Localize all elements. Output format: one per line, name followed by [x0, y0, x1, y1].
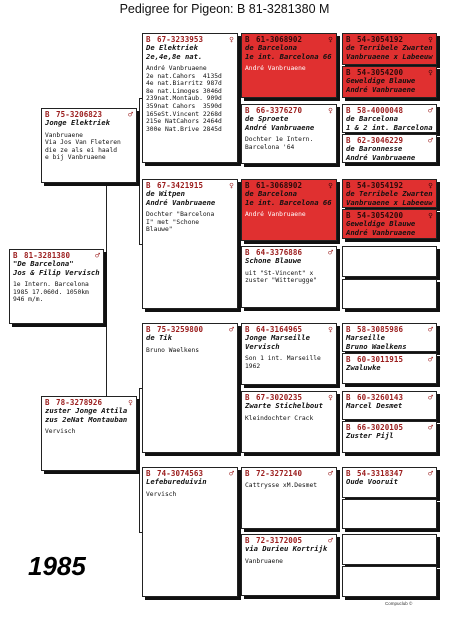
country-code: B	[146, 181, 151, 190]
gen5-ancestor-card	[342, 499, 437, 529]
country-code: B	[346, 325, 351, 334]
pigeon-name: de Terribele Zwarten Vanbruaene x Labeeuw	[346, 43, 433, 61]
dam-card	[41, 396, 137, 471]
country-code: B	[346, 393, 351, 402]
subject-pigeon-card	[9, 249, 104, 324]
country-code: B	[245, 393, 250, 402]
country-code: B	[245, 536, 250, 545]
gen5-ancestor-card	[342, 246, 437, 277]
sex-icon: ♀	[328, 325, 333, 334]
ring-number: 75-3259800	[157, 325, 204, 334]
ring-number: 64-3164965	[256, 325, 303, 334]
country-code: B	[346, 469, 351, 478]
pigeon-name: de Witpen André Vanbruaene	[146, 189, 216, 207]
connector-line	[139, 98, 140, 245]
pigeon-name: Zwaluwke	[346, 363, 381, 372]
pigeon-name: Oude Vooruit	[346, 477, 398, 486]
country-code: B	[245, 106, 250, 115]
sex-icon: ♀	[428, 181, 433, 190]
pigeon-name: de Sproete André Vanbruaene	[245, 114, 315, 132]
sex-icon: ♀	[328, 35, 333, 44]
gen5-ancestor-card	[342, 353, 437, 384]
connector-line	[139, 388, 140, 533]
country-code: B	[346, 211, 351, 220]
grandparent-card	[142, 323, 238, 453]
pigeon-info: 1e Intern. Barcelona 1985 17.060d. 1050km 946 m/m.	[13, 281, 89, 304]
country-code: B	[45, 398, 50, 407]
country-code: B	[346, 355, 351, 364]
ring-number: 54-3054200	[357, 68, 404, 77]
country-code: B	[45, 110, 50, 119]
ring-number: 58-3085986	[357, 325, 404, 334]
pigeon-name: De Elektriek 2e,4e,8e nat.	[146, 43, 203, 61]
ring-number: 54-3054200	[357, 211, 404, 220]
pigeon-info: André Vanbruaene	[245, 65, 306, 72]
sex-icon: ♂	[428, 136, 433, 145]
gen5-ancestor-card	[342, 421, 437, 453]
country-code: B	[146, 325, 151, 334]
gen5-ancestor-card	[342, 209, 437, 239]
ring-number: 60-3011915	[357, 355, 404, 364]
country-code: B	[346, 68, 351, 77]
sex-icon: ♀	[328, 393, 333, 402]
ring-number: 62-3046229	[357, 136, 404, 145]
sex-icon: ♂	[95, 251, 100, 260]
great-grandparent-card	[241, 323, 337, 385]
great-grandparent-card	[241, 534, 337, 596]
great-grandparent-card	[241, 179, 337, 241]
sex-icon: ♂	[328, 469, 333, 478]
sex-icon: ♀	[229, 35, 234, 44]
country-code: B	[146, 469, 151, 478]
pigeon-name: Jonge Marseille Vervisch	[245, 333, 310, 351]
grandparent-card	[142, 467, 238, 597]
pigeon-info: Dochter "Barcelona I" met "Schone Blauwe"	[146, 211, 215, 234]
ring-number: 74-3074563	[157, 469, 204, 478]
country-code: B	[13, 251, 18, 260]
country-code: B	[245, 469, 250, 478]
gen5-ancestor-card	[342, 566, 437, 597]
sex-icon: ♀	[128, 398, 133, 407]
country-code: B	[245, 248, 250, 257]
year-label: 1985	[28, 551, 86, 581]
sex-icon: ♂	[428, 355, 433, 364]
great-grandparent-card	[241, 391, 337, 453]
pigeon-name: Schone Blauwe	[245, 256, 302, 265]
sex-icon: ♀	[229, 181, 234, 190]
sex-icon: ♂	[128, 110, 133, 119]
pigeon-name: de Barcelona 1e int. Barcelona 66	[245, 43, 332, 61]
grandparent-card	[142, 33, 238, 163]
great-grandparent-card	[241, 33, 337, 98]
pigeon-name: Zwarte Stichelbout	[245, 401, 323, 410]
ring-number: 60-3260143	[357, 393, 404, 402]
great-grandparent-card	[241, 104, 337, 164]
country-code: B	[245, 181, 250, 190]
ring-number: 67-3421915	[157, 181, 204, 190]
pigeon-name: Marcel Desmet	[346, 401, 403, 410]
ring-number: 64-3376886	[256, 248, 303, 257]
page-title: Pedigree for Pigeon: B 81-3281380 M	[119, 2, 330, 16]
gen5-ancestor-card	[342, 179, 437, 208]
pigeon-name: "De Barcelona" Jos & Filip Vervisch	[13, 259, 100, 277]
sex-icon: ♂	[428, 325, 433, 334]
credit-label: Compuclub ©	[385, 601, 413, 606]
gen5-ancestor-card	[342, 134, 437, 163]
pigeon-info: uit "St-Vincent" x zuster "Witterugge"	[245, 269, 318, 285]
grandparent-card	[142, 179, 238, 309]
gen5-ancestor-card	[342, 467, 437, 498]
pigeon-info: André Vanbruaene 2e nat.Cahors 4135d 4e nat.Biarritz 987d 8e nat.Limoges 3046d 239nat.Montaub. 909d 359nat Cahors 3590d 165eSt.Vincent 2268d 215e NatCahors 2464d 300e Nat.Brive 2845d	[146, 65, 222, 133]
pigeon-info: Vanbruaene	[245, 557, 283, 565]
gen5-ancestor-card	[342, 323, 437, 352]
ring-number: 54-3054192	[357, 35, 404, 44]
ring-number: 66-3020105	[357, 423, 404, 432]
pigeon-name: Geweldige Blauwe André Vanbruaene	[346, 76, 416, 94]
pigeon-info: Vanbruaene Via Jos Van Fleteren die ze als ei haald e bij Vanbruaene	[45, 131, 121, 162]
sex-icon: ♂	[328, 536, 333, 545]
sex-icon: ♂	[328, 248, 333, 257]
sex-icon: ♂	[428, 423, 433, 432]
connector-line	[106, 146, 107, 435]
pigeon-name: Marseille Bruno Waelkens	[346, 333, 407, 351]
ring-number: 67-3020235	[256, 393, 303, 402]
gen5-ancestor-card	[342, 33, 437, 65]
sex-icon: ♂	[229, 325, 234, 334]
ring-number: 72-3172005	[256, 536, 303, 545]
ring-number: 54-3318347	[357, 469, 404, 478]
ring-number: 54-3054192	[357, 181, 404, 190]
pigeon-name: de Barcelona 1 & 2 int. Barcelona	[346, 114, 433, 132]
pigeon-info: Cattrysse xM.Desmet	[245, 482, 318, 489]
pigeon-name: zuster Jonge Attila zus 2eNat Montauban	[45, 406, 128, 424]
country-code: B	[146, 35, 151, 44]
sex-icon: ♂	[229, 469, 234, 478]
country-code: B	[346, 136, 351, 145]
pigeon-name: via Durieu Kortrijk	[245, 544, 328, 553]
pigeon-name: Geweldige Blauwe André Vanbruaene	[346, 219, 416, 237]
country-code: B	[245, 35, 250, 44]
ring-number: 67-3233953	[157, 35, 204, 44]
ring-number: 81-3281380	[24, 251, 71, 260]
sex-icon: ♀	[328, 181, 333, 190]
ring-number: 66-3376270	[256, 106, 303, 115]
gen5-ancestor-card	[342, 66, 437, 98]
pigeon-name: de Terribele Zwarten Vanbruaene x Labeeuw	[346, 189, 433, 207]
sex-icon: ♀	[328, 106, 333, 115]
pigeon-name: de Tik	[146, 333, 172, 342]
gen5-ancestor-card	[342, 391, 437, 420]
sex-icon: ♀	[428, 68, 433, 77]
pigeon-info: Vervisch	[146, 490, 177, 498]
ring-number: 78-3278926	[56, 398, 103, 407]
sex-icon: ♂	[428, 106, 433, 115]
country-code: B	[346, 106, 351, 115]
gen5-ancestor-card	[342, 279, 437, 309]
pigeon-name: Zuster Pijl	[346, 431, 394, 440]
ring-number: 58-4000048	[357, 106, 404, 115]
pigeon-name: de Barcelona 1e int. Barcelona 66	[245, 189, 332, 207]
pigeon-info: André Vanbruaene	[245, 211, 306, 218]
pigeon-info: Bruno Waelkens	[146, 346, 200, 354]
country-code: B	[245, 325, 250, 334]
gen5-ancestor-card	[342, 104, 437, 133]
great-grandparent-card	[241, 467, 337, 529]
sex-icon: ♀	[428, 211, 433, 220]
pigeon-info: Kleindochter Crack	[245, 414, 314, 422]
pigeon-header	[245, 469, 333, 478]
ring-number: 75-3206823	[56, 110, 103, 119]
pigeon-name: Lefebureduivin	[146, 477, 207, 486]
pigeon-name: Jonge Elektriek	[45, 118, 110, 127]
sex-icon: ♂	[428, 393, 433, 402]
sire-card	[41, 108, 137, 183]
pigeon-info: Vervisch	[45, 428, 76, 435]
country-code: B	[346, 423, 351, 432]
gen5-ancestor-card	[342, 534, 437, 565]
sex-icon: ♀	[428, 35, 433, 44]
pigeon-info: Dochter 1e Intern. Barcelona '64	[245, 136, 314, 151]
pigeon-name: de Baronnesse André Vanbruaene	[346, 144, 416, 162]
pigeon-info: Son 1 int. Marseille 1962	[245, 355, 321, 370]
sex-icon: ♂	[428, 469, 433, 478]
ring-number: 61-3068902	[256, 35, 303, 44]
great-grandparent-card	[241, 246, 337, 308]
ring-number: 61-3068902	[256, 181, 303, 190]
ring-number: 72-3272140	[256, 469, 303, 478]
country-code: B	[346, 181, 351, 190]
country-code: B	[346, 35, 351, 44]
